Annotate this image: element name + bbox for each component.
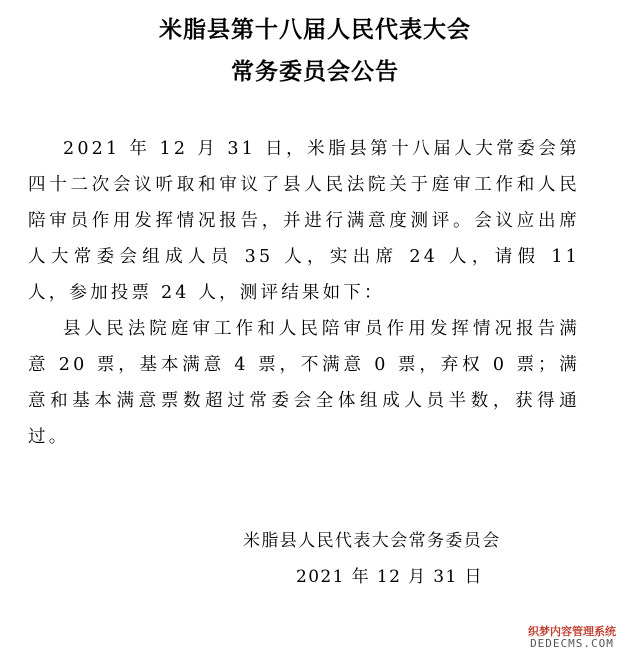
watermark-line-1: 织梦内容管理系统 <box>528 625 616 638</box>
watermark-line-2: DEDECMS.COM <box>530 637 614 650</box>
body-paragraph-2: 县人民法院庭审工作和人民陪审员作用发挥情况报告满意 20 票，基本满意 4 票，不满意 0 票，弃权 0 票；满意和基本满意票数超过常委会全体组成人员半数，获得通过。 <box>28 319 580 447</box>
document-body <box>28 131 580 455</box>
signature-date: 2021 年 12 月 31 日 <box>296 567 483 587</box>
document-title-line-2: 常务委员会公告 <box>231 59 399 85</box>
signature-organization: 米脂县人民代表大会常务委员会 <box>243 531 501 551</box>
document-title-line-1: 米脂县第十八届人民代表大会 <box>159 17 471 43</box>
body-paragraph-1: 2021 年 12 月 31 日，米脂县第十八届人大常委会第四十二次会议听取和审议了县人民法院关于庭审工作和人民陪审员作用发挥情况报告，并进行满意度测评。会议应出席人大常委会组成人员 35 人，实出席 24 人，请假 11 人，参加投票 24 人，测评结果如下： <box>28 139 580 303</box>
watermark <box>518 626 626 650</box>
